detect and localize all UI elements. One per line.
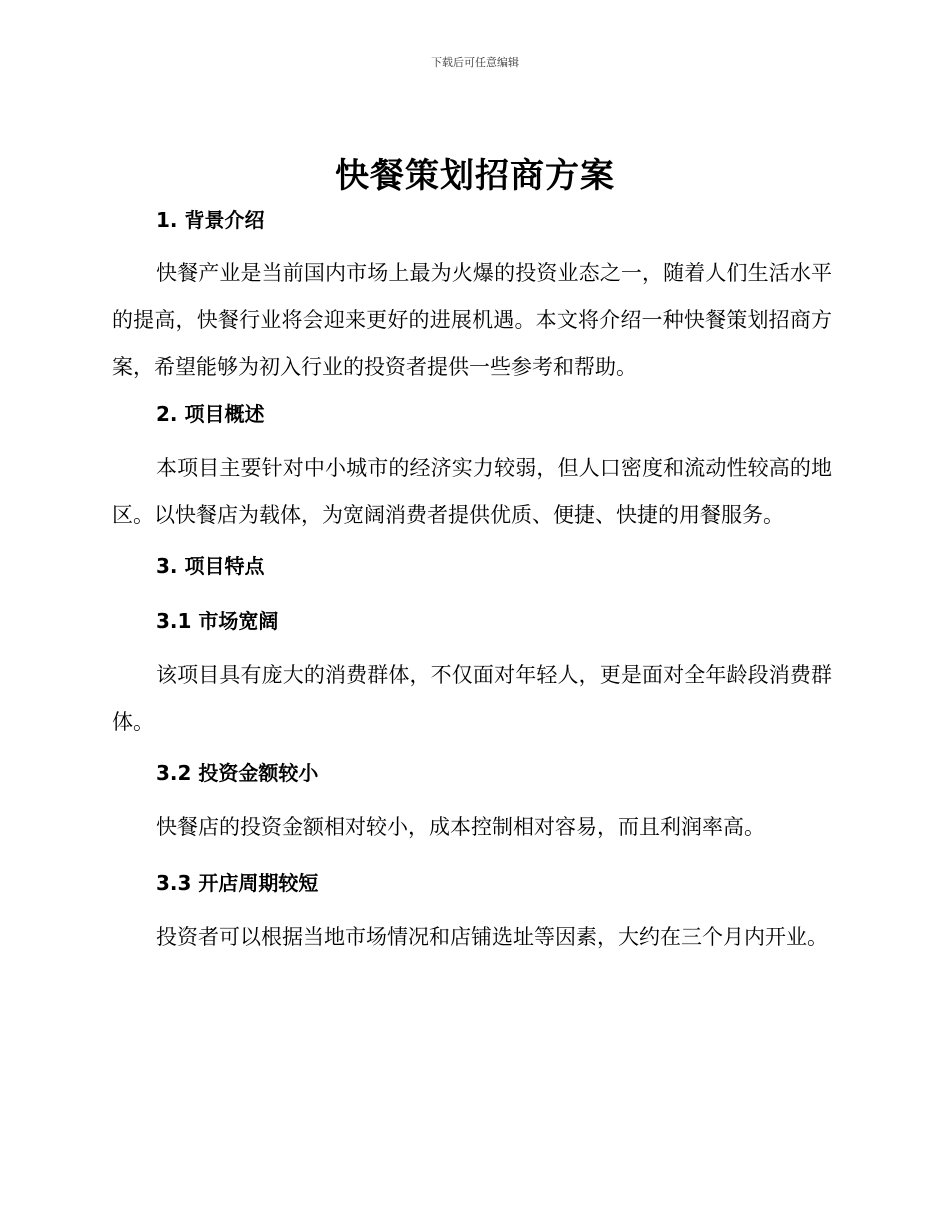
section-paragraph-background: 快餐产业是当前国内市场上最为火爆的投资业态之一，随着人们生活水平的提高，快餐行业将会迎来更好的进展机遇。本文将介绍一种快餐策划招商方案，希望能够为初入行业的投资者提供一些参考和帮助。 — [112, 261, 832, 379]
section-heading-opening-cycle: 3.3 开店周期较短 — [156, 871, 319, 895]
document-title: 快餐策划招商方案 — [335, 156, 615, 196]
section-heading-overview: 2. 项目概述 — [156, 402, 265, 426]
section-heading-market: 3.1 市场宽阔 — [156, 609, 279, 633]
section-paragraph-investment: 快餐店的投资金额相对较小，成本控制相对容易，而且利润率高。 — [156, 815, 765, 839]
section-heading-investment: 3.2 投资金额较小 — [156, 761, 319, 785]
section-heading-features: 3. 项目特点 — [156, 554, 265, 578]
section-paragraph-market: 该项目具有庞大的消费群体，不仅面对年轻人，更是面对全年龄段消费群体。 — [112, 663, 832, 734]
section-paragraph-opening-cycle: 投资者可以根据当地市场情况和店铺选址等因素，大约在三个月内开业。 — [156, 925, 828, 949]
page-header: 下载后可任意编辑 — [431, 56, 519, 69]
section-heading-background: 1. 背景介绍 — [156, 208, 265, 232]
section-paragraph-overview: 本项目主要针对中小城市的经济实力较弱，但人口密度和流动性较高的地区。以快餐店为载体，为宽阔消费者提供优质、便捷、快捷的用餐服务。 — [112, 456, 832, 527]
